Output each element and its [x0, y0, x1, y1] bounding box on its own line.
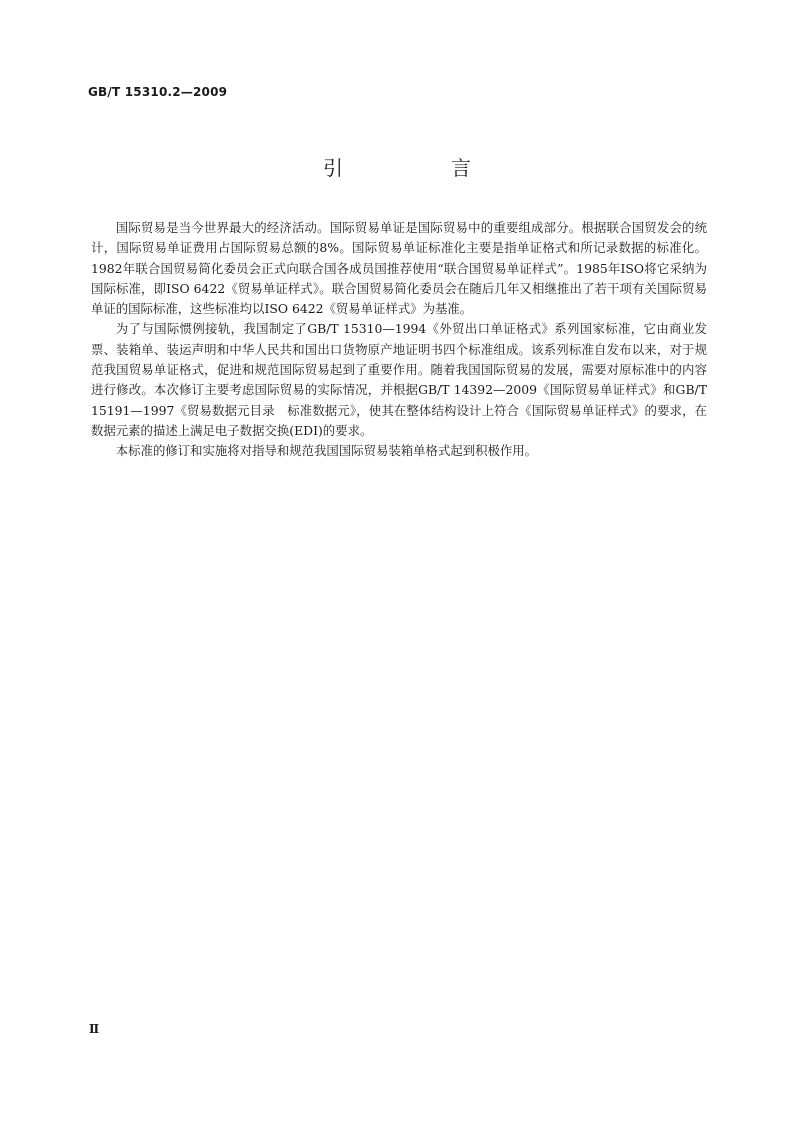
page-number: Ⅱ	[89, 1022, 100, 1036]
paragraph-2: 为了与国际惯例接轨，我国制定了GB/T 15310—1994《外贸出口单证格式》系列国家标准，它由商业发票、装箱单、装运声明和中华人民共和国出口货物原产地证明书四个标准组成。该系列标准自发布以来，对于规范我国贸易单证格式，促进和规范国际贸易起到了重要作用。随着我国国际贸易的发展，需要对原标准中的内容进行修改。本次修订主要考虑国际贸易的实际情况，并根据GB/T 14392—2009《国际贸易单证样式》和GB/T 15191—1997《贸易数据元目录 标准数据元》，使其在整体结构设计上符合《国际贸易单证样式》的要求，在数据元素的描述上满足电子数据交换(EDI)的要求。	[91, 321, 707, 438]
paragraph-3: 本标准的修订和实施将对指导和规范我国国际贸易装箱单格式起到积极作用。	[115, 443, 538, 459]
foreword-body	[91, 218, 707, 462]
page-title: 引 言	[323, 156, 515, 180]
paragraph-1: 国际贸易是当今世界最大的经济活动。国际贸易单证是国际贸易中的重要组成部分。根据联合国贸发会的统计，国际贸易单证费用占国际贸易总额的8%。国际贸易单证标准化主要是指单证格式和所记录数据的标准化。1982年联合国贸易简化委员会正式向联合国各成员国推荐使用“联合国贸易单证样式”。1985年ISO将它采纳为国际标准，即ISO 6422《贸易单证样式》。联合国贸易简化委员会在随后几年又相继推出了若干项有关国际贸易单证的国际标准，这些标准均以ISO 6422《贸易单证样式》为基准。	[91, 220, 707, 317]
standard-number-header: GB/T 15310.2—2009	[88, 85, 228, 99]
